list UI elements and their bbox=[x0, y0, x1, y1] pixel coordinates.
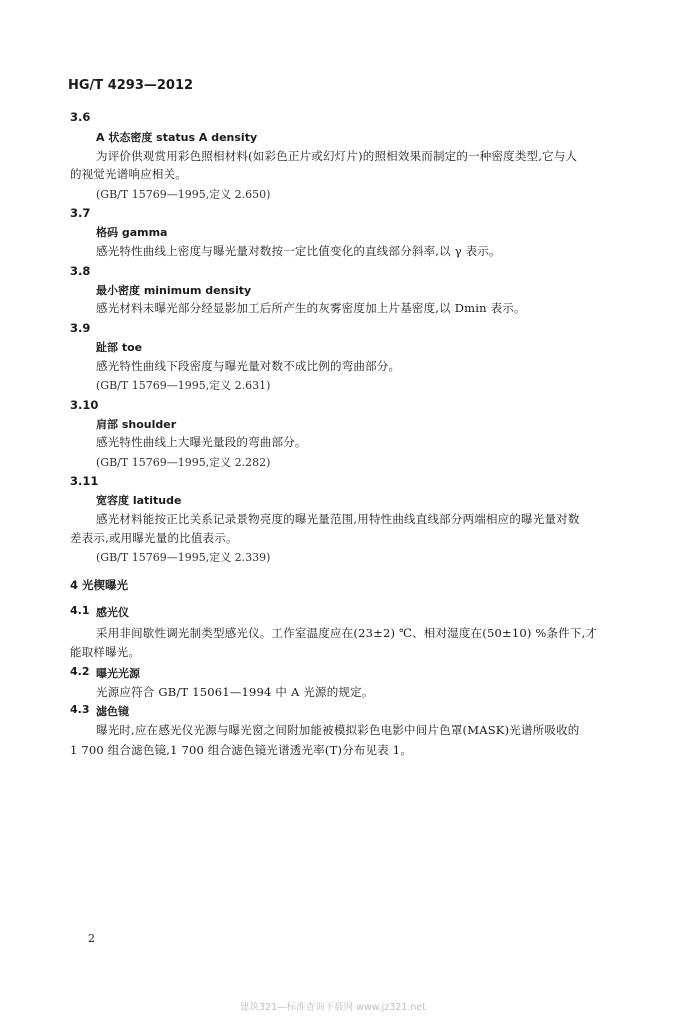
definition-line: 感光特性曲线上密度与曝光量对数按一定比值变化的直线部分斜率,以 γ 表示。 bbox=[96, 244, 501, 258]
body-line: 曝光时,应在感光仪光源与曝光窗之间附加能被模拟彩色电影中间片色罩(MASK)光谱所吸收的 bbox=[96, 723, 580, 737]
body-line: 能取样曝光。 bbox=[70, 645, 141, 659]
clause-number: 3.10 bbox=[70, 398, 99, 412]
reference-note: (GB/T 15769—1995,定义 2.282) bbox=[96, 456, 271, 469]
subclause-title: 曝光光源 bbox=[96, 667, 140, 680]
subclause-title: 滤色镜 bbox=[96, 705, 129, 718]
clause-number: 3.8 bbox=[70, 264, 91, 278]
term-title: 肩部 shoulder bbox=[96, 418, 177, 431]
definition-line: 感光特性曲线上大曝光量段的弯曲部分。 bbox=[96, 435, 307, 449]
term-title: A 状态密度 status A density bbox=[96, 131, 258, 144]
reference-note: (GB/T 15769—1995,定义 2.631) bbox=[96, 379, 271, 392]
clause-number: 3.11 bbox=[70, 474, 99, 488]
reference-note: (GB/T 15769—1995,定义 2.339) bbox=[96, 551, 271, 564]
term-title: 最小密度 minimum density bbox=[96, 284, 252, 297]
definition-line: 感光材料未曝光部分经显影加工后所产生的灰雾密度加上片基密度,以 Dmin 表示。 bbox=[96, 301, 526, 315]
definition-line: 为评价供观赏用彩色照相材料(如彩色正片或幻灯片)的照相效果而制定的一种密度类型,它与人 bbox=[96, 149, 578, 163]
subclause-number: 4.3 bbox=[70, 703, 90, 716]
subclause-number: 4.2 bbox=[70, 665, 90, 678]
watermark: 建筑321—标准查询下载网 www.jz321.net bbox=[240, 1002, 426, 1013]
clause-number: 3.7 bbox=[70, 206, 91, 220]
body-line: 采用非间歇性调光制类型感光仪。工作室温度应在(23±2) ℃、相对湿度在(50±10) %条件下,才 bbox=[96, 626, 598, 640]
term-title: 格码 gamma bbox=[96, 226, 168, 239]
standard-code-header: HG/T 4293—2012 bbox=[68, 78, 194, 93]
page-number: 2 bbox=[88, 932, 95, 945]
term-title: 宽容度 latitude bbox=[96, 494, 182, 507]
definition-line: 差表示,或用曝光量的比值表示。 bbox=[70, 531, 238, 545]
term-title: 趾部 toe bbox=[96, 341, 143, 354]
clause-number: 3.9 bbox=[70, 321, 91, 335]
definition-line: 感光材料能按正比关系记录景物亮度的曝光量范围,用特性曲线直线部分两端相应的曝光量对数 bbox=[96, 512, 580, 526]
subclause-title: 感光仪 bbox=[96, 606, 129, 619]
body-line: 1 700 组合滤色镜,1 700 组合滤色镜光谱透光率(T)分布见表 1。 bbox=[70, 743, 413, 757]
subclause-number: 4.1 bbox=[70, 604, 90, 617]
section-heading: 4 光楔曝光 bbox=[70, 578, 129, 592]
definition-line: 的视觉光谱响应相关。 bbox=[70, 167, 187, 181]
definition-line: 感光特性曲线下段密度与曝光量对数不成比例的弯曲部分。 bbox=[96, 359, 401, 373]
body-line: 光源应符合 GB/T 15061—1994 中 A 光源的规定。 bbox=[96, 685, 374, 699]
clause-number: 3.6 bbox=[70, 110, 91, 124]
reference-note: (GB/T 15769—1995,定义 2.650) bbox=[96, 188, 271, 201]
